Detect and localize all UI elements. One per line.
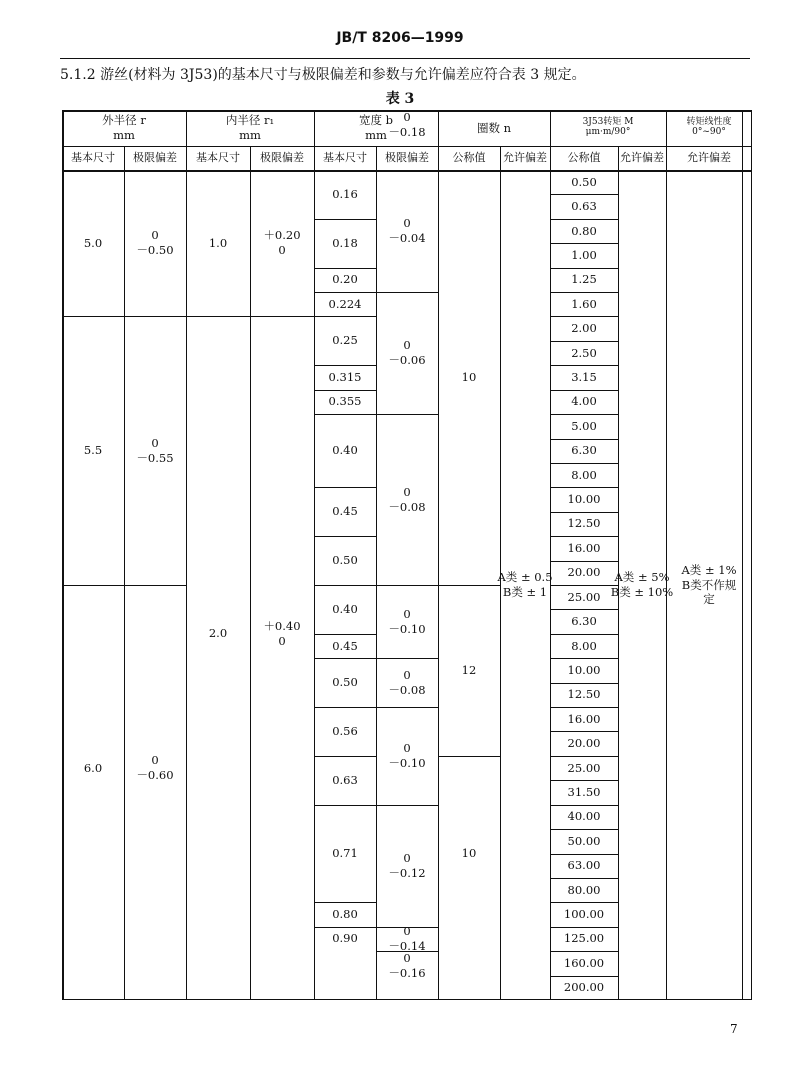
torque-nominal-cell bbox=[550, 829, 618, 853]
torque-nominal-cell bbox=[550, 561, 618, 585]
outer-radius-dev-line: 0 bbox=[151, 753, 159, 768]
subheader-1 bbox=[124, 146, 186, 170]
width-basic-cell-line: 0.224 bbox=[328, 296, 362, 311]
header-torque-line: μm·m/90° bbox=[585, 127, 631, 137]
inner-radius-dev-line: 0 bbox=[278, 243, 286, 258]
torque-nominal-cell-line: 8.00 bbox=[571, 467, 597, 482]
table-rule bbox=[376, 170, 377, 1000]
inner-radius-dev-line: ＋0.20 bbox=[263, 228, 301, 243]
width-basic-cell bbox=[314, 902, 376, 926]
width-basic-cell bbox=[314, 316, 376, 365]
inner-radius-dev-line: 0 bbox=[278, 633, 286, 648]
header-turns-line: 圈数 n bbox=[476, 120, 512, 135]
width-basic-cell bbox=[314, 536, 376, 585]
width-basic-cell bbox=[314, 634, 376, 658]
torque-nominal-cell-line: 50.00 bbox=[567, 833, 601, 848]
torque-nominal-cell bbox=[550, 878, 618, 902]
subheader-7-line: 允许偏差 bbox=[503, 150, 547, 164]
outer-radius-dev bbox=[124, 316, 186, 585]
torque-nominal-cell bbox=[550, 536, 618, 560]
torque-nominal-cell bbox=[550, 707, 618, 731]
header-turns bbox=[438, 110, 550, 146]
torque-nominal-cell bbox=[550, 390, 618, 414]
header-outer-radius-line: mm bbox=[113, 128, 135, 142]
width-dev-cell-line: －0.10 bbox=[388, 755, 426, 770]
inner-radius-dev-line: ＋0.40 bbox=[263, 618, 301, 633]
torque-nominal-cell-line: 8.00 bbox=[571, 638, 597, 653]
torque-nominal-cell-line: 0.80 bbox=[571, 223, 597, 238]
torque-nominal-cell bbox=[550, 219, 618, 243]
header-linearity-line: 转矩线性度 bbox=[686, 117, 732, 128]
table-rule bbox=[124, 170, 125, 1000]
subheader-4-line: 基本尺寸 bbox=[323, 150, 367, 164]
width-dev-cell-line: 0 bbox=[403, 484, 411, 499]
outer-radius-dev bbox=[124, 170, 186, 316]
torque-nominal-cell bbox=[550, 902, 618, 926]
torque-nominal-cell-line: 160.00 bbox=[563, 955, 605, 970]
outer-radius-dev-line: －0.50 bbox=[136, 243, 174, 258]
width-basic-cell-line: 0.20 bbox=[332, 272, 358, 287]
width-dev-cell-line: －0.06 bbox=[388, 353, 426, 368]
torque-nominal-cell-line: 20.00 bbox=[567, 736, 601, 751]
width-basic-cell bbox=[314, 219, 376, 268]
torque-nominal-cell-line: 25.00 bbox=[567, 589, 601, 604]
torque-nominal-cell bbox=[550, 439, 618, 463]
torque-nominal-cell bbox=[550, 341, 618, 365]
header-outer-radius-line: 外半径 r bbox=[102, 113, 146, 128]
width-basic-cell bbox=[314, 487, 376, 536]
header-outer-radius bbox=[62, 110, 186, 146]
width-dev-cell-line: －0.08 bbox=[388, 682, 426, 697]
torque-allow-cell-line: B类 ± 10% bbox=[610, 585, 674, 599]
inner-radius-dev bbox=[250, 170, 314, 316]
width-dev-cell-line: 0 bbox=[403, 924, 411, 939]
torque-nominal-cell-line: 0.63 bbox=[571, 199, 597, 214]
torque-nominal-cell-line: 2.00 bbox=[571, 321, 597, 336]
inner-radius-basic-line: 1.0 bbox=[208, 235, 228, 250]
table-rule bbox=[250, 170, 251, 1000]
outer-radius-dev-line: 0 bbox=[151, 435, 159, 450]
subheader-7 bbox=[500, 146, 550, 170]
width-basic-cell bbox=[314, 390, 376, 414]
torque-nominal-cell bbox=[550, 805, 618, 829]
subheader-8-line: 公称值 bbox=[567, 150, 601, 164]
width-dev-cell bbox=[376, 924, 438, 953]
width-dev-cell-line: 0 bbox=[403, 338, 411, 353]
clause-text: 5.1.2 游丝(材料为 3J53)的基本尺寸与极限偏差和参数与允许偏差应符合表 3 规定。 bbox=[60, 67, 586, 83]
header-linearity-line: 0°~90° bbox=[692, 127, 726, 137]
header-inner-radius-line: mm bbox=[239, 128, 261, 142]
torque-nominal-cell-line: 12.50 bbox=[567, 687, 601, 702]
torque-nominal-cell-line: 63.00 bbox=[567, 858, 601, 873]
width-dev-cell-line: 0 bbox=[403, 606, 411, 621]
width-basic-cell-line: 0.90 bbox=[332, 931, 358, 946]
outer-radius-dev-line: 0 bbox=[151, 228, 159, 243]
torque-nominal-cell bbox=[550, 292, 618, 316]
subheader-8 bbox=[550, 146, 618, 170]
torque-nominal-cell-line: 1.00 bbox=[571, 247, 597, 262]
torque-allow-cell bbox=[610, 170, 674, 1000]
torque-nominal-cell bbox=[550, 854, 618, 878]
subheader-4 bbox=[314, 146, 376, 170]
width-dev-cell-line: 0 bbox=[403, 850, 411, 865]
width-basic-cell-line: 0.40 bbox=[332, 443, 358, 458]
outer-radius-basic-line: 5.0 bbox=[83, 235, 103, 250]
torque-nominal-cell bbox=[550, 316, 618, 340]
header-rule bbox=[60, 58, 750, 59]
subheader-0-line: 基本尺寸 bbox=[71, 150, 115, 164]
width-dev-cell-line: 0 bbox=[403, 951, 411, 966]
torque-nominal-cell bbox=[550, 609, 618, 633]
linearity-allow-cell-line: 定 bbox=[703, 592, 715, 607]
torque-nominal-cell-line: 31.50 bbox=[567, 785, 601, 800]
width-basic-cell-line: 0.56 bbox=[332, 723, 358, 738]
width-dev-cell-line: －0.12 bbox=[388, 865, 426, 880]
torque-nominal-cell-line: 12.50 bbox=[567, 516, 601, 531]
torque-nominal-cell bbox=[550, 780, 618, 804]
width-basic-cell-line: 0.45 bbox=[332, 504, 358, 519]
torque-nominal-cell-line: 20.00 bbox=[567, 565, 601, 580]
torque-nominal-cell-line: 125.00 bbox=[563, 931, 605, 946]
torque-nominal-cell bbox=[550, 170, 618, 194]
width-basic-cell-line: 0.50 bbox=[332, 553, 358, 568]
width-dev-cell-line: －0.08 bbox=[388, 499, 426, 514]
torque-nominal-cell-line: 2.50 bbox=[571, 345, 597, 360]
header-width-line: 宽度 b bbox=[358, 113, 394, 128]
width-basic-cell-line: 0.16 bbox=[332, 186, 358, 201]
width-dev-cell bbox=[376, 110, 438, 140]
width-dev-cell-line: －0.10 bbox=[388, 621, 426, 636]
torque-nominal-cell bbox=[550, 731, 618, 755]
header-torque-line: 3J53转矩 M bbox=[582, 117, 634, 128]
torque-nominal-cell-line: 25.00 bbox=[567, 760, 601, 775]
header-inner-radius bbox=[186, 110, 314, 146]
turns-allow-cell-line: A类 ± 0.5 bbox=[497, 570, 553, 585]
width-dev-cell-line: 0 bbox=[403, 110, 411, 124]
torque-nominal-cell bbox=[550, 487, 618, 511]
subheader-10-line: 允许偏差 bbox=[687, 150, 731, 164]
torque-nominal-cell bbox=[550, 951, 618, 975]
torque-allow-cell-line: A类 ± 5% bbox=[614, 570, 670, 585]
width-basic-cell bbox=[314, 414, 376, 487]
width-dev-cell bbox=[376, 170, 438, 292]
width-dev-cell bbox=[376, 292, 438, 414]
width-dev-cell bbox=[376, 707, 438, 805]
width-basic-cell-line: 0.18 bbox=[332, 235, 358, 250]
width-basic-cell bbox=[314, 292, 376, 316]
width-dev-cell-line: －0.18 bbox=[388, 124, 426, 139]
outer-radius-basic bbox=[62, 170, 124, 316]
subheader-3-line: 极限偏差 bbox=[260, 150, 304, 164]
torque-nominal-cell-line: 40.00 bbox=[567, 809, 601, 824]
outer-radius-basic bbox=[62, 316, 124, 585]
inner-radius-dev bbox=[250, 316, 314, 951]
outer-radius-dev-line: －0.60 bbox=[136, 768, 174, 783]
width-dev-cell-line: 0 bbox=[403, 667, 411, 682]
width-basic-cell-line: 0.45 bbox=[332, 638, 358, 653]
turns-allow-cell-line: B类 ± 1 bbox=[502, 585, 548, 599]
subheader-1-line: 极限偏差 bbox=[133, 150, 177, 164]
turns-nominal-cell-line: 12 bbox=[461, 662, 477, 677]
torque-nominal-cell-line: 4.00 bbox=[571, 394, 597, 409]
torque-nominal-cell-line: 3.15 bbox=[571, 370, 597, 385]
header-width-line: mm bbox=[365, 128, 387, 142]
torque-nominal-cell-line: 16.00 bbox=[567, 711, 601, 726]
torque-nominal-cell-line: 1.60 bbox=[571, 296, 597, 311]
width-basic-cell bbox=[314, 756, 376, 805]
table-caption: 表 3 bbox=[385, 91, 415, 107]
inner-radius-basic-line: 2.0 bbox=[208, 626, 228, 641]
outer-radius-dev-line: －0.55 bbox=[136, 450, 174, 465]
width-basic-cell bbox=[314, 707, 376, 756]
turns-nominal-cell-line: 10 bbox=[461, 846, 477, 861]
torque-nominal-cell-line: 5.00 bbox=[571, 418, 597, 433]
torque-nominal-cell bbox=[550, 512, 618, 536]
torque-nominal-cell-line: 1.25 bbox=[571, 272, 597, 287]
subheader-0 bbox=[62, 146, 124, 170]
width-dev-cell bbox=[376, 585, 438, 658]
torque-nominal-cell-line: 10.00 bbox=[567, 492, 601, 507]
subheader-5 bbox=[376, 146, 438, 170]
width-dev-cell bbox=[376, 805, 438, 927]
turns-nominal-cell-line: 10 bbox=[461, 370, 477, 385]
width-dev-cell-line: －0.04 bbox=[388, 231, 426, 246]
width-basic-cell bbox=[314, 268, 376, 292]
inner-radius-basic bbox=[186, 316, 250, 951]
width-basic-cell-line: 0.40 bbox=[332, 601, 358, 616]
subheader-6 bbox=[438, 146, 500, 170]
width-basic-cell-line: 0.71 bbox=[332, 846, 358, 861]
outer-radius-basic-line: 5.5 bbox=[83, 443, 103, 458]
header-torque bbox=[550, 110, 666, 146]
width-basic-cell-line: 0.315 bbox=[328, 370, 362, 385]
subheader-5-line: 极限偏差 bbox=[385, 150, 429, 164]
torque-nominal-cell-line: 0.50 bbox=[571, 174, 597, 189]
torque-nominal-cell bbox=[550, 414, 618, 438]
turns-nominal-cell bbox=[438, 756, 500, 951]
torque-nominal-cell-line: 6.30 bbox=[571, 614, 597, 629]
torque-nominal-cell bbox=[550, 976, 618, 1000]
width-basic-cell-line: 0.80 bbox=[332, 907, 358, 922]
linearity-allow-cell bbox=[666, 170, 752, 1000]
width-basic-cell bbox=[314, 805, 376, 903]
torque-nominal-cell bbox=[550, 365, 618, 389]
outer-radius-basic bbox=[62, 585, 124, 951]
width-dev-cell-line: －0.16 bbox=[388, 966, 426, 981]
torque-nominal-cell bbox=[550, 658, 618, 682]
spec-table bbox=[62, 110, 752, 1000]
header-inner-radius-line: 内半径 r₁ bbox=[225, 113, 275, 128]
torque-nominal-cell bbox=[550, 756, 618, 780]
subheader-9-line: 允许偏差 bbox=[620, 150, 664, 164]
torque-nominal-cell bbox=[550, 243, 618, 267]
torque-nominal-cell bbox=[550, 268, 618, 292]
width-basic-cell-line: 0.50 bbox=[332, 675, 358, 690]
width-basic-cell bbox=[314, 365, 376, 389]
width-basic-cell bbox=[314, 658, 376, 707]
turns-allow-cell bbox=[497, 170, 553, 1000]
header-linearity bbox=[666, 110, 752, 146]
linearity-allow-cell-line: B类不作规 bbox=[681, 577, 737, 592]
torque-nominal-cell-line: 6.30 bbox=[571, 443, 597, 458]
linearity-allow-cell-line: A类 ± 1% bbox=[681, 562, 737, 577]
width-dev-cell bbox=[376, 951, 438, 981]
torque-nominal-cell-line: 200.00 bbox=[563, 980, 605, 995]
outer-radius-basic-line: 6.0 bbox=[83, 760, 103, 775]
subheader-2-line: 基本尺寸 bbox=[196, 150, 240, 164]
subheader-9 bbox=[618, 146, 666, 170]
outer-radius-dev bbox=[124, 585, 186, 951]
width-basic-cell bbox=[314, 170, 376, 219]
width-dev-cell-line: 0 bbox=[403, 216, 411, 231]
torque-nominal-cell bbox=[550, 194, 618, 218]
torque-nominal-cell bbox=[550, 463, 618, 487]
width-dev-cell-line: 0 bbox=[403, 740, 411, 755]
torque-nominal-cell-line: 100.00 bbox=[563, 907, 605, 922]
subheader-6-line: 公称值 bbox=[452, 150, 486, 164]
width-basic-cell-line: 0.63 bbox=[332, 772, 358, 787]
subheader-3 bbox=[250, 146, 314, 170]
inner-radius-basic bbox=[186, 170, 250, 316]
torque-nominal-cell bbox=[550, 683, 618, 707]
turns-nominal-cell bbox=[438, 585, 500, 756]
torque-nominal-cell-line: 80.00 bbox=[567, 882, 601, 897]
standard-number: JB/T 8206—1999 bbox=[336, 30, 464, 46]
width-basic-cell bbox=[314, 585, 376, 634]
width-basic-cell-line: 0.25 bbox=[332, 333, 358, 348]
width-dev-cell-line: －0.14 bbox=[388, 938, 426, 953]
width-dev-cell bbox=[376, 658, 438, 707]
width-basic-cell-line: 0.355 bbox=[328, 394, 362, 409]
torque-nominal-cell bbox=[550, 927, 618, 951]
width-dev-cell bbox=[376, 414, 438, 585]
torque-nominal-cell bbox=[550, 634, 618, 658]
torque-nominal-cell-line: 10.00 bbox=[567, 662, 601, 677]
subheader-2 bbox=[186, 146, 250, 170]
turns-nominal-cell bbox=[438, 170, 500, 585]
page-number: 7 bbox=[730, 1022, 738, 1036]
width-basic-cell bbox=[314, 927, 376, 951]
torque-nominal-cell-line: 16.00 bbox=[567, 540, 601, 555]
subheader-10 bbox=[666, 146, 752, 170]
torque-nominal-cell bbox=[550, 585, 618, 609]
